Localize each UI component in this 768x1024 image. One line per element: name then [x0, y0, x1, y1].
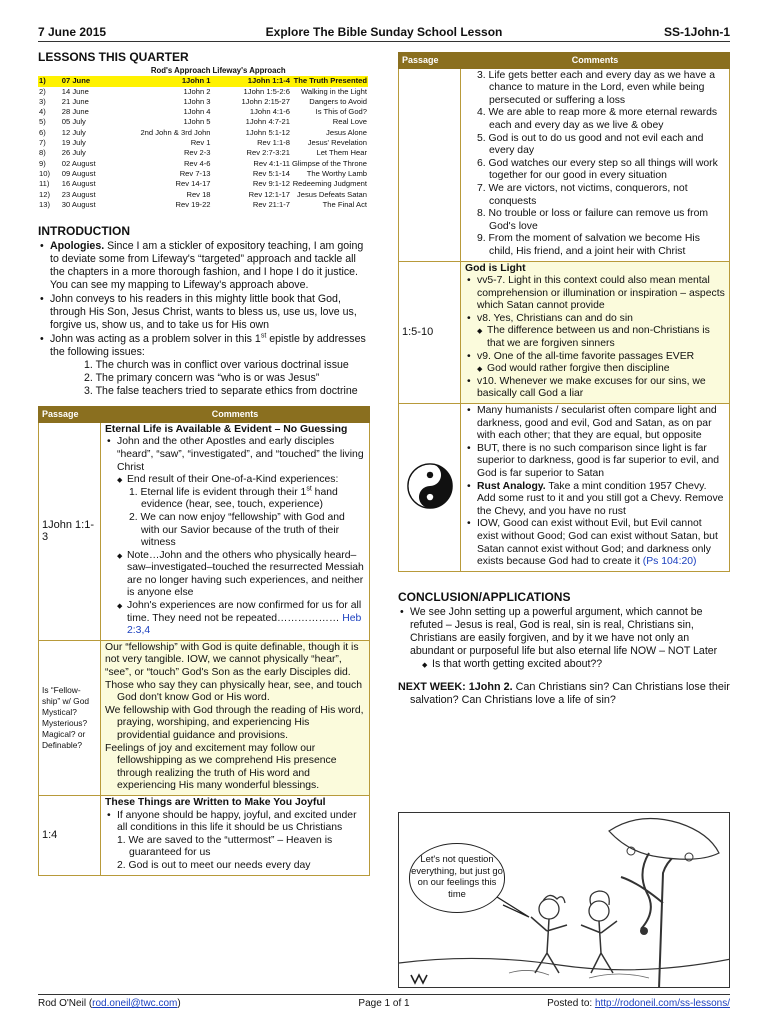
cartoon-image	[398, 812, 730, 988]
rod-passage: Rev 19-22	[175, 199, 211, 209]
lesson-number: 7)	[39, 138, 46, 148]
lesson-number: 12)	[39, 189, 50, 199]
next-week-label: NEXT WEEK: 1John 2.	[398, 680, 513, 693]
scripture-link[interactable]: Heb 2:3,4	[127, 612, 362, 637]
comments-cell	[461, 68, 730, 261]
issue-item: 2. The primary concern was “who is or was Jesus”	[84, 372, 320, 385]
table-row	[399, 68, 730, 261]
lesson-date: 7 June 2015	[38, 25, 107, 39]
sub-bullet	[105, 600, 365, 638]
scripture-link[interactable]: (Ps 104:20)	[642, 556, 697, 568]
rod-passage: Rev 18	[186, 189, 211, 199]
lesson-date: 02 August	[61, 158, 96, 168]
right-column	[398, 44, 730, 707]
paragraph: We fellowship with God through the reading of His word, praying, worshiping, and experiencing His providential guidance and provisions.	[105, 704, 364, 741]
lesson-topic: The Truth Presented	[291, 76, 368, 86]
introduction-list	[38, 240, 370, 398]
bullet: • v9. One of the all-time favorite passages EVER	[465, 351, 725, 364]
page-header	[38, 22, 730, 42]
sub-bullet-text: John's experiences are now confirmed for us for all time. They need not be repeated………………	[127, 600, 362, 624]
lesson-date: 12 July	[61, 127, 86, 137]
introduction-heading: INTRODUCTION	[38, 224, 130, 239]
comments-header: Comments	[461, 53, 730, 69]
speech-bubble: Let's not question everything, but just go on our feelings this time	[409, 843, 505, 913]
lessons-header-row	[38, 66, 368, 76]
passage-comments-table-left	[38, 406, 370, 875]
issue-item: 3. The false teachers tried to separate ethics from doctrine	[84, 385, 358, 398]
bullet: • v8. Yes, Christians can and do sin	[465, 313, 725, 326]
table-header-row	[399, 53, 730, 69]
lesson-row	[38, 159, 368, 169]
author-email-link[interactable]: rod.oneil@twc.com	[92, 998, 178, 1009]
rust-analogy-text: Take a mint condition 1957 Chevy. Add some rust to it and you still got a Chevy. Remove the Chevy, and you have no rust	[477, 480, 724, 517]
conclusion-text: We see John setting up a powerful argument, which cannot be refuted – Jesus is real, God is real, sin is real, Christians sin, Christians are easily forgiven, and by it we have not only an abundant or purposeful life but also eternal life NOW – NOT Later	[410, 605, 718, 657]
passage-cell	[399, 404, 461, 572]
bullet: • Many humanists / secularist often compare light and darkness, good and evil, God and Satan, as on par with each other; that they are equal, but opposite	[465, 405, 725, 443]
lifeway-passage: 1John 1:5-2:6	[243, 86, 290, 96]
lesson-number: 9)	[39, 158, 46, 168]
lesson-number: 2)	[39, 86, 46, 96]
intro-item-apologies	[38, 240, 370, 292]
next-week-text: Can Christians sin? Can Christians lose their salvation? Can Christians love a life of sin?	[410, 680, 730, 706]
numbered-item: 1. We are saved to the “uttermost” – Heaven is guaranteed for us	[117, 834, 333, 859]
sub-bullet: ◆ God would rather forgive then discipline	[465, 363, 725, 376]
lesson-topic: Glimpse of the Throne	[292, 158, 367, 168]
apologies-text: Since I am a stickler of expository teaching, I am going to deviate some from Lifeway's “targeted” approach and tackle all the chapters in a more thorough fashion, and I hope I do it justice. You can see my mapping to Lifeway's approach above.	[50, 240, 364, 292]
lesson-topic: The Final Act	[322, 199, 367, 209]
lesson-date: 09 August	[61, 168, 96, 178]
lesson-topic: Jesus Defeats Satan	[296, 189, 367, 199]
numbered-item: 3. Life gets better each and every day as we have a chance to mature in the Lord, even while being persecuted or suffering a loss	[477, 69, 715, 106]
bullet: • If anyone should be happy, joyful, and excited under all conditions in this life it should be us Christians	[105, 810, 365, 835]
posted-label: Posted to:	[547, 998, 595, 1009]
numbered-item: 4. We are able to reap more & more eternal rewards each and every day as we live & obey	[477, 107, 718, 131]
lesson-row	[38, 169, 368, 179]
rod-passage: Rev 14-17	[175, 179, 211, 189]
lesson-row	[38, 148, 368, 158]
numbered-text-a: 1. Eternal life is evident through their 1	[129, 486, 307, 498]
lesson-topic: Real Love	[332, 117, 367, 127]
ordinal-sup: st	[260, 332, 267, 340]
table-row	[39, 640, 370, 795]
paragraph: Those who say they can physically hear, see, and touch God don't know God or His word.	[105, 679, 363, 704]
numbered-item: 5. God is out to do us good and not evil each and every day	[477, 132, 704, 157]
intro-item-blessing: • John conveys to his readers in this mighty little book that God, through His Son, Jesus Christ, wants to bless us, use us, love us, forgive us, show us, and to take us for His own	[38, 293, 370, 332]
lesson-number: 11)	[39, 179, 50, 189]
sub-bullet: ◆ End result of their One-of-a-Kind experiences:	[105, 474, 365, 487]
lifeway-passage: 1John 4:1-6	[249, 107, 290, 117]
table-row	[399, 404, 730, 572]
conclusion-item	[398, 606, 730, 671]
lesson-topic: The Worthy Lamb	[306, 168, 367, 178]
lesson-topic: Is This of God?	[315, 107, 367, 117]
lesson-row	[38, 200, 368, 210]
passage-header: Passage	[399, 53, 461, 69]
lesson-code: SS-1John-1	[663, 25, 730, 39]
lesson-row	[38, 138, 368, 148]
bullet: • John and the other Apostles and early disciples “heard”, “saw”, “investigated”, and “touched” the living Christ	[105, 436, 365, 474]
passage-cell: Is “Fellow-ship” w/ God Mystical? Mysterious? Magical? or Definable?	[39, 640, 101, 795]
intro-item-problem-solver	[38, 333, 370, 398]
lesson-topic: Jesus Alone	[326, 127, 367, 137]
lesson-topic: Redeeming Judgment	[292, 179, 367, 189]
issue-item: 1. The church was in conflict over various doctrinal issue	[84, 359, 349, 372]
lifeway-passage: Rev 21:1-7	[252, 199, 290, 209]
numbered-text-b: hand evidence (hear, see, touch, experience)	[141, 486, 338, 511]
lesson-number: 8)	[39, 148, 46, 158]
table-row	[39, 795, 370, 875]
numbered-item: 8. No trouble or loss or failure can remove us from God's love	[477, 208, 708, 232]
comments-header: Comments	[101, 407, 370, 423]
lesson-number: 10)	[39, 168, 50, 178]
rod-passage: Rev 1	[190, 138, 211, 148]
next-week	[398, 681, 730, 707]
lesson-row	[38, 76, 368, 86]
lesson-number: 13)	[39, 199, 50, 209]
lesson-date: 05 July	[61, 117, 86, 127]
passage-header: Passage	[39, 407, 101, 423]
section-title: Eternal Life is Available & Evident – No Guessing	[105, 423, 348, 435]
sub-bullet: ◆ Is that worth getting excited about??	[410, 658, 730, 671]
lessons-heading: LESSONS THIS QUARTER	[38, 50, 189, 64]
lifeway-passage: 1John 5:1-12	[245, 127, 290, 137]
lesson-number: 6)	[39, 127, 46, 137]
rod-passage: Rev 4-6	[183, 158, 211, 168]
passage-cell	[399, 68, 461, 261]
rust-analogy-label: Rust Analogy.	[477, 480, 546, 492]
lesson-date: 14 June	[61, 86, 89, 96]
passage-cell: 1:4	[39, 795, 101, 875]
yin-yang-icon	[407, 463, 453, 509]
lifeway-passage: Rev 9:1-12	[252, 179, 290, 189]
rod-passage: 1John 1	[139, 76, 211, 86]
lesson-row	[38, 128, 368, 138]
paragraph: Feelings of joy and excitement may follow our fellowshipping as we comprehend His presence through realizing the truth of His word and experiencing His many wonderful blessings.	[105, 742, 337, 792]
lesson-row	[38, 87, 368, 97]
lesson-number: 1)	[38, 76, 61, 86]
table-row	[39, 422, 370, 640]
lifeway-passage: Rev 5:1-14	[252, 168, 290, 178]
conclusion-heading: CONCLUSION/APPLICATIONS	[398, 589, 571, 604]
lesson-date: 23 August	[61, 189, 96, 199]
comments-cell	[461, 404, 730, 572]
lesson-row	[38, 117, 368, 127]
rod-passage: Rev 7-13	[179, 168, 211, 178]
numbered-item	[105, 487, 365, 512]
comments-cell	[101, 422, 370, 640]
numbered-item: 2. God is out to meet our needs every day	[117, 859, 311, 871]
numbered-item: 9. From the moment of salvation we become His child, His friend, and a joint heir with Christ	[477, 233, 700, 257]
page-footer	[38, 994, 730, 1010]
lessons-table	[38, 66, 368, 210]
lesson-topic: Walking in the Light	[301, 86, 367, 96]
bullet: • BUT, there is no such comparison since light is far superior to darkness, good is far superior to evil, and God is far superior to Satan	[465, 443, 725, 481]
bullet: • v10. Whenever we make excuses for our sins, we basically call God a liar	[465, 376, 725, 401]
lifeway-approach-header: Lifeway's Approach	[212, 66, 286, 75]
lesson-topic: Let Them Hear	[316, 148, 367, 158]
comments-cell	[461, 261, 730, 404]
rod-passage: 1John 4	[183, 107, 211, 117]
lesson-topic: Jesus' Revelation	[307, 138, 367, 148]
posted-url-link[interactable]: http://rodoneil.com/ss-lessons/	[594, 998, 730, 1009]
lesson-row	[38, 107, 368, 117]
lifeway-passage: Rev 12:1-17	[248, 189, 290, 199]
lifeway-passage: 1John 2:15-27	[241, 96, 290, 106]
section-title: God is Light	[465, 262, 526, 274]
page-title: Explore The Bible Sunday School Lesson	[265, 25, 503, 39]
comments-cell	[101, 795, 370, 875]
passage-cell: 1John 1:1-3	[39, 422, 101, 640]
comments-cell	[101, 640, 370, 795]
rod-passage: 2nd John & 3rd John	[140, 127, 211, 137]
problem-solver-text-b: epistle by addresses the following issues:	[50, 333, 366, 359]
sub-bullet: ◆ The difference between us and non-Christians is that we are forgiven sinners	[465, 325, 725, 350]
sub-bullet: ◆ Note…John and the others who physically heard–saw–investigated–touched the resurrected Messiah are no longer having such experiences, and neither is anyone else	[105, 550, 365, 600]
bullet	[465, 481, 725, 519]
lesson-topic: Dangers to Avoid	[309, 96, 367, 106]
numbered-item: 2. We can now enjoy “fellowship” with God and with our Savior because of the truth of their witness	[129, 511, 345, 549]
apologies-label: Apologies.	[50, 240, 105, 253]
left-column	[38, 44, 370, 876]
author-close: )	[177, 998, 181, 1009]
page-number: Page 1 of 1	[358, 998, 410, 1009]
posted-to	[547, 998, 730, 1009]
rod-passage: Rev 2-3	[183, 148, 211, 158]
lesson-date: 16 August	[61, 179, 96, 189]
paragraph: Our “fellowship” with God is quite definable, though it is not very tangible. IOW, we cannot physically “hear”, “see”, or “touch” God's Son as the early Disciples did.	[105, 641, 359, 679]
lifeway-passage: 1John 4:7-21	[245, 117, 290, 127]
lesson-row	[38, 190, 368, 200]
conclusion-list	[398, 606, 730, 671]
lifeway-passage: 1John 1:1-4	[212, 76, 291, 86]
lesson-number: 3)	[39, 96, 46, 106]
lifeway-passage: Rev 4:1-11	[253, 158, 290, 168]
lifeway-passage: Rev 1:1-8	[257, 138, 290, 148]
lesson-row	[38, 179, 368, 189]
section-title: These Things are Written to Make You Joyful	[105, 796, 326, 808]
ordinal-sup: st	[306, 485, 312, 493]
rod-passage: 1John 3	[183, 96, 211, 106]
lesson-number: 4)	[39, 107, 46, 117]
table-header-row	[39, 407, 370, 423]
table-row	[399, 261, 730, 404]
bullet-text: IOW, Good can exist without Evil, but Evil cannot exist without Good; God can exist without Satan, but Satan cannot exist without God; and darkness only exists because God had to create it	[477, 518, 718, 568]
lifeway-passage: Rev 2:7-3:21	[246, 148, 290, 158]
lesson-row	[38, 97, 368, 107]
rod-passage: 1John 5	[183, 117, 211, 127]
lesson-date: 26 July	[61, 148, 86, 158]
lesson-number: 5)	[39, 117, 46, 127]
rod-passage: 1John 2	[183, 86, 211, 96]
bullet: • vv5-7. Light in this context could also mean mental comprehension or illumination or inspiration – aspects which Satan cannot provide	[465, 275, 725, 313]
passage-cell: 1:5-10	[399, 261, 461, 404]
lesson-date: 30 August	[61, 199, 96, 209]
passage-comments-table-right	[398, 52, 730, 572]
numbered-item: 7. We are victors, not victims, conquerors, not conquests	[477, 182, 688, 207]
lesson-date: 19 July	[61, 138, 86, 148]
bullet	[465, 518, 725, 568]
issues-list	[50, 359, 370, 398]
numbered-item: 6. God watches our every step so all things will work together for our good in every situation	[477, 157, 718, 182]
lesson-date: 28 June	[61, 107, 89, 117]
problem-solver-text-a: John was acting as a problem solver in this 1	[50, 333, 261, 346]
author-name: Rod O'Neil (	[38, 998, 93, 1009]
rod-approach-header: Rod's Approach	[150, 66, 211, 75]
lesson-date: 21 June	[61, 96, 89, 106]
lesson-date: 07 June	[61, 76, 140, 86]
speech-bubble-tail-icon	[495, 893, 535, 923]
